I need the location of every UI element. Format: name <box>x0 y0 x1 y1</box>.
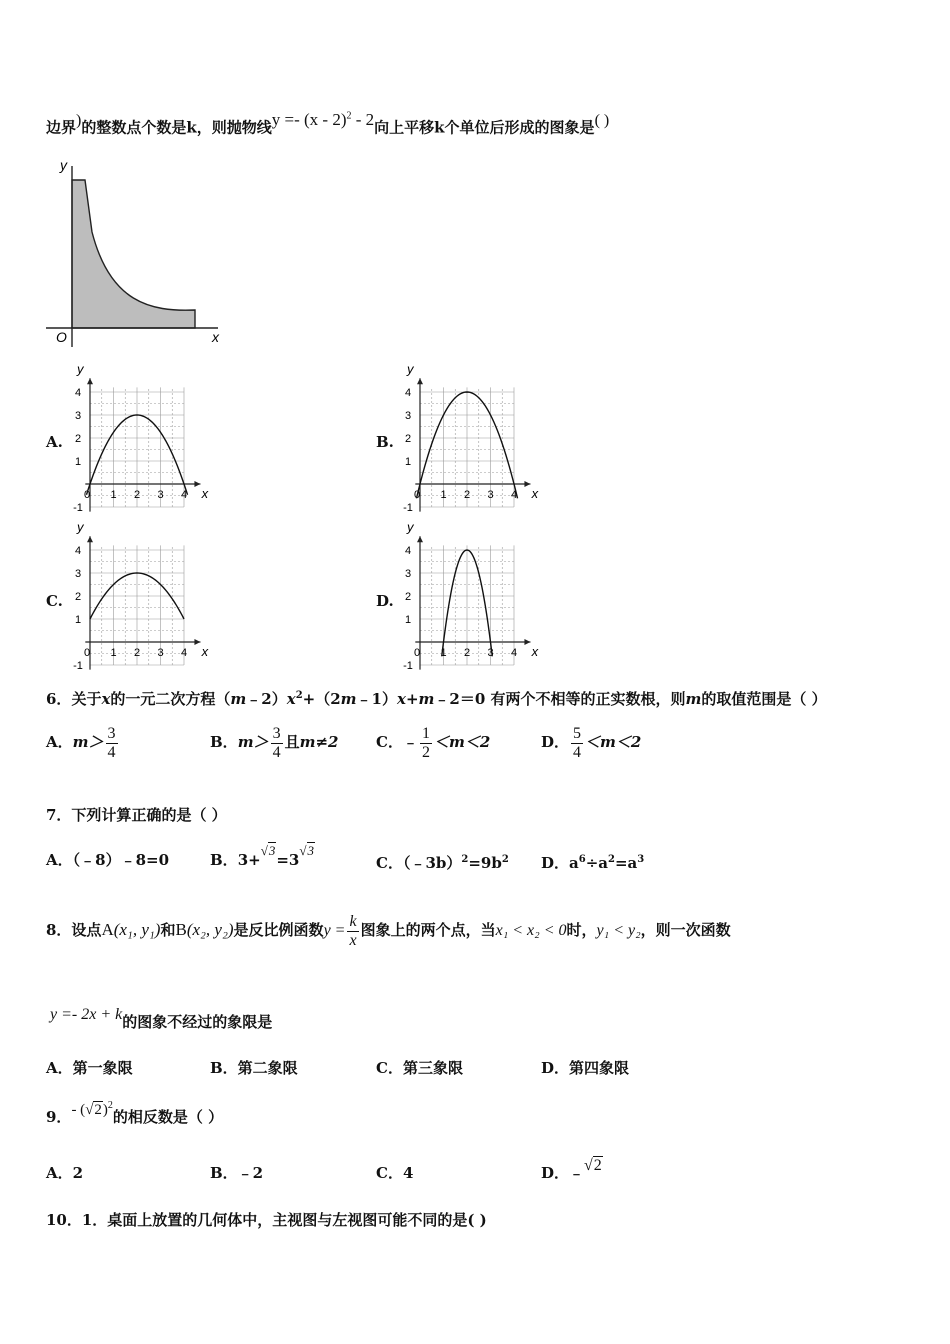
q7-option-a[interactable]: A．（﹣8）﹣8=0 <box>46 851 170 869</box>
q9-option-b[interactable]: B．﹣2 <box>210 1164 264 1182</box>
q5-formula: y =- (x - 2)$^2$ - 2 <box>271 109 375 129</box>
x-arrow <box>524 639 530 645</box>
y-tick-label: 4 <box>74 387 82 399</box>
q5-blank: ( ) <box>594 111 610 129</box>
q8-option-b[interactable]: B．第二象限 <box>210 1059 298 1077</box>
y-tick-label: 1 <box>404 614 412 626</box>
x-arrow <box>194 481 200 487</box>
x-tick-label: 2 <box>133 647 141 659</box>
y-tick-label: -1 <box>73 502 83 512</box>
x-tick-label: 4 <box>510 489 518 501</box>
y-tick-label: 3 <box>74 568 82 580</box>
x-axis-label: x <box>531 486 539 501</box>
x-tick-label: 1 <box>110 489 117 501</box>
x-tick-label: 0 <box>83 647 91 659</box>
y-tick-label: -1 <box>403 660 413 670</box>
x-tick-label: 2 <box>463 489 471 501</box>
q7-option-b[interactable]: B．3+√3=3√3 <box>210 843 314 869</box>
y-tick-label: 4 <box>404 387 412 399</box>
q8-line2: y =- 2x + k的图象不经过的象限是 <box>50 1006 273 1031</box>
q5-mid: 的整数点个数是k，则抛物线 <box>81 118 272 137</box>
x-axis-label: x <box>531 644 539 659</box>
y-tick-label: 3 <box>74 410 82 422</box>
opt-A-letter[interactable]: A. <box>46 433 63 451</box>
y-arrow <box>87 536 93 542</box>
x-axis-label: x <box>201 644 209 659</box>
option-b-graph[interactable] <box>400 362 550 512</box>
x-axis-label: x <box>201 486 209 501</box>
opt-C-letter[interactable]: C. <box>46 592 63 610</box>
y-tick-label: 2 <box>404 591 412 603</box>
x-tick-label: 3 <box>487 647 494 659</box>
y-tick-label: 1 <box>74 456 82 468</box>
y-tick-label: 4 <box>404 545 412 557</box>
q10-stem: 10．1．桌面上放置的几何体中，主视图与左视图可能不同的是( ) <box>46 1211 487 1229</box>
q5-suffix: 向上平移k个单位后形成的图象是 <box>374 118 595 137</box>
x-tick-label: 0 <box>413 647 421 659</box>
x-tick-label: 4 <box>510 647 518 659</box>
y-tick-label: 3 <box>404 568 412 580</box>
opt-D-letter[interactable]: D. <box>376 592 394 610</box>
q5-line <box>46 109 610 139</box>
q6-option-a[interactable]: A．m＞ $\frac{3}{4}$ <box>46 724 116 761</box>
q8-option-d[interactable]: D．第四象限 <box>541 1059 630 1077</box>
y-tick-label: 2 <box>74 433 82 445</box>
option-d-graph[interactable] <box>400 520 550 670</box>
y-tick-label: 3 <box>404 410 412 422</box>
q7-option-c[interactable]: C．$(﹣3b)^2=9b^2$ <box>376 854 509 872</box>
shaded-region <box>72 180 195 328</box>
x-tick-label: 1 <box>440 489 447 501</box>
q8-option-c[interactable]: C．第三象限 <box>376 1059 463 1077</box>
y-axis-label: y <box>407 520 414 535</box>
q7-stem: 7．下列计算正确的是（ ） <box>46 806 227 824</box>
x-tick-label: 4 <box>180 489 188 501</box>
y-tick-label: 1 <box>404 456 412 468</box>
x-tick-label: 1 <box>440 647 447 659</box>
y-arrow <box>417 536 423 542</box>
origin-label: O <box>56 329 67 345</box>
q8-option-a[interactable]: A．第一象限 <box>46 1059 133 1077</box>
q6-option-b[interactable]: B．m＞ $\frac{3}{4}$ 且m≠2 <box>210 724 339 761</box>
q9-option-d[interactable]: D．﹣√2 <box>541 1157 602 1182</box>
x-tick-label: 2 <box>463 647 471 659</box>
q6-option-c[interactable]: C．﹣ $\frac{1}{2}$ ＜m＜2 <box>376 724 491 761</box>
y-tick-label: 2 <box>404 433 412 445</box>
region-graph <box>40 152 230 352</box>
q7-option-d[interactable]: D．$a^6\div a^2=a^3$ <box>541 854 645 872</box>
x-tick-label: 3 <box>157 647 164 659</box>
q5-bracket: ) <box>76 111 82 129</box>
q6-option-d[interactable]: D． $\frac{5}{4}$ ＜m＜2 <box>541 724 642 761</box>
option-a-graph[interactable] <box>70 362 220 512</box>
y-arrow <box>87 378 93 384</box>
y-axis-label: y <box>407 362 414 377</box>
x-tick-label: 3 <box>157 489 164 501</box>
y-tick-label: 4 <box>74 545 82 557</box>
y-tick-label: 1 <box>74 614 82 626</box>
q8-stem: 8．设点A(x₁, y₁)和B(x₂, y₂)是反比例函数y = $\frac{k}{x}$ 图象上的两个点，当x₁ < x₂ < 0时，y₁ < y₂，则一次函数 <box>46 912 731 949</box>
y-tick-label: 2 <box>74 591 82 603</box>
x-tick-label: 0 <box>83 489 91 501</box>
x-tick-label: 2 <box>133 489 141 501</box>
opt-B-letter[interactable]: B. <box>376 433 394 451</box>
y-arrow <box>417 378 423 384</box>
x-arrow <box>194 639 200 645</box>
q5-prefix: 边界 <box>46 118 77 137</box>
q9-option-c[interactable]: C．4 <box>376 1164 414 1182</box>
x-tick-label: 3 <box>487 489 494 501</box>
y-tick-label: -1 <box>73 660 83 670</box>
y-tick-label: -1 <box>403 502 413 512</box>
y-axis-label: y <box>77 520 84 535</box>
y-axis-label: y <box>77 362 84 377</box>
y-axis-label: y <box>60 157 67 173</box>
option-c-graph[interactable] <box>70 520 220 670</box>
x-axis-label: x <box>212 329 219 345</box>
q9-option-a[interactable]: A．2 <box>46 1164 84 1182</box>
x-tick-label: 1 <box>110 647 117 659</box>
x-tick-label: 4 <box>180 647 188 659</box>
x-arrow <box>524 481 530 487</box>
q6-stem: 6．关于x的一元二次方程$(m﹣2)x^2+(2m﹣1)x+m﹣2=0$ 有两个不相等的正实数根，则m的取值范围是（ ） <box>46 690 827 708</box>
q9-stem: 9．- $(√2)^2$的相反数是（ ） <box>46 1100 224 1126</box>
x-tick-label: 0 <box>413 489 421 501</box>
